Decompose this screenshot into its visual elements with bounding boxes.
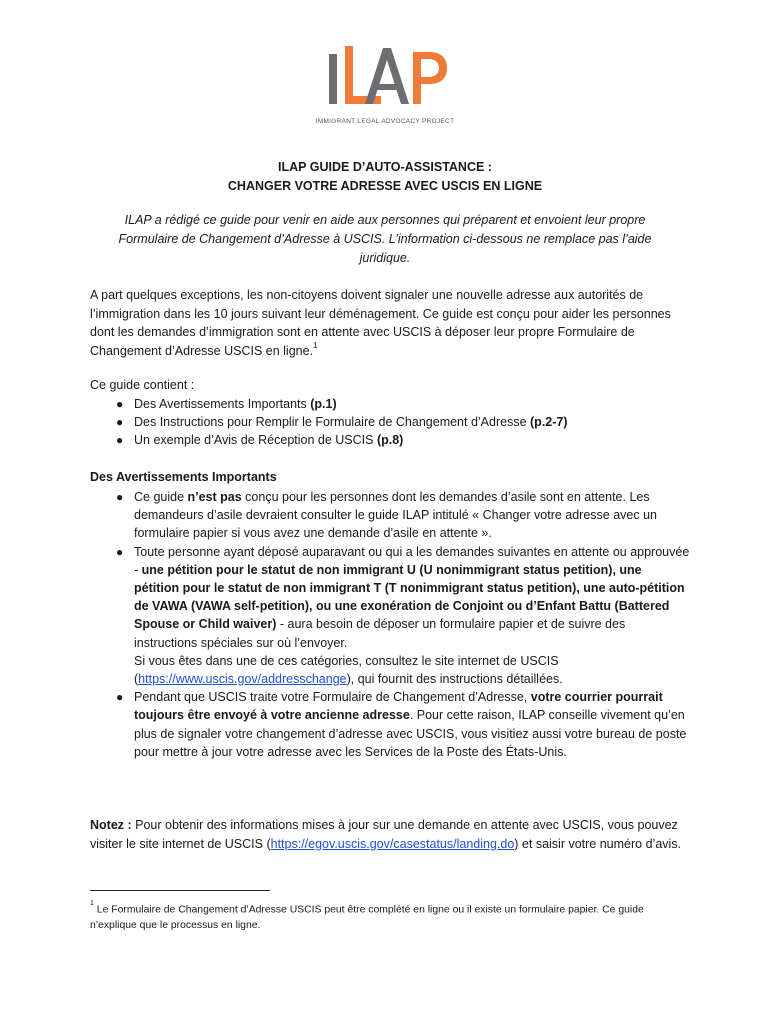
warning-item: ● Toute personne ayant déposé auparavant ou qui a les demandes suivantes en attente ou approuvée - une pétition pour le statut de non immigrant U (U nonimmigrant status petition), une pétition pour le statut de non immigrant T (T nonimmigrant status petition), une auto-pétition de VAWA (VAWA self-petition), ou une exonération de Conjoint ou d’Enfant Battu (Battered Spouse or Child waiver) - aura besoin de déposer un formulaire papier et de suivre des instructions spéciales sur où l’envoyer. Si vous êtes dans une de ces catégories, consultez le site internet de USCIS (https://www.uscis.gov/addresschange), qui fournit des instructions détaillées.: [116, 544, 690, 687]
title-line-2: CHANGER VOTRE ADRESSE AVEC USCIS EN LIGNE: [227, 179, 543, 193]
title-line-1: ILAP GUIDE D’AUTO-ASSISTANCE :: [278, 160, 492, 174]
logo-tagline: IMMIGRANT LEGAL ADVOCACY PROJECT: [315, 118, 455, 125]
bold-span: votre courrier pourrait toujours être envoyé à votre ancienne adresse: [134, 690, 663, 723]
case-status-link[interactable]: https://egov.uscis.gov/casestatus/landing.do: [270, 836, 515, 851]
text-span: ), qui fournit des instructions détaillées.: [346, 672, 563, 687]
warnings-heading: Des Avertissements Importants: [90, 470, 277, 484]
list-item-page: (p.1): [310, 397, 337, 411]
text-span: Pendant que USCIS traite votre Formulaire de Changement d’Adresse,: [134, 690, 531, 705]
list-item-text: Des Instructions pour Remplir le Formulaire de Changement d’Adresse: [134, 415, 531, 430]
warnings-list: [90, 488, 690, 761]
intro-text: ILAP a rédigé ce guide pour venir en aide aux personnes qui préparent et envoient leur propre Formulaire de Changement d’Adresse à USCIS. L’information ci-dessous ne remplace pas l’aide juridique.: [118, 213, 652, 265]
text-span: Toute personne ayant déposé auparavant ou qui a les demandes suivantes en attente ou approuvée -: [134, 544, 690, 577]
footnote-text: Le Formulaire de Changement d’Adresse USCIS peut être complété en ligne ou il existe un formulaire papier. Ce guide n’explique que le processus en ligne.: [90, 904, 644, 932]
list-item: ● Des Avertissements Importants (p.1): [116, 397, 337, 411]
text-span: ) et saisir votre numéro d’avis.: [514, 836, 682, 851]
contents-list: [90, 395, 690, 450]
footnote: [90, 899, 690, 934]
text-span: Ce guide: [134, 490, 188, 504]
footnote-ref: 1: [313, 340, 318, 350]
list-item: ● Des Instructions pour Remplir le Formulaire de Changement d’Adresse (p.2-7): [116, 415, 568, 430]
text-span: - aura besoin de déposer un formulaire papier et de suivre des instructions spéciales sur où l’envoyer.: [134, 617, 626, 650]
list-item-text: Un exemple d’Avis de Réception de USCIS: [134, 433, 377, 448]
contents-label: Ce guide contient :: [90, 378, 195, 392]
list-item-page: (p.8): [376, 433, 404, 448]
text-span: Si vous êtes dans une de ces catégories, consultez le site internet de USCIS: [134, 653, 559, 668]
ilap-logo: [305, 40, 465, 140]
list-item-text: Des Avertissements Importants: [134, 397, 311, 411]
uscis-address-change-link[interactable]: https://www.uscis.gov/addresschange: [138, 672, 347, 687]
note-paragraph: [90, 816, 690, 853]
bold-span: n’est pas: [187, 490, 242, 504]
footnote-number: 1: [90, 900, 94, 907]
warning-item: ● Ce guide n’est pas conçu pour les personnes dont les demandes d’asile sont en attente. Les demandeurs d’asile devraient consulter le guide ILAP intitulé « Changer votre adresse avec un formulaire papier si vous avez une demande d’asile en attente ».: [116, 490, 658, 541]
paragraph-intro-text: A part quelques exceptions, les non-citoyens doivent signaler une nouvelle adresse aux autorités de l’immigration dans les 10 jours suivant leur déménagement. Ce guide est conçu pour aider les personnes dont les demandes d’immigration sont en attente avec USCIS à déposer leur propre Formulaire de Changement d’Adresse USCIS en ligne.: [90, 288, 671, 358]
text-span: Pour obtenir des informations mises à jour sur une demande en attente avec USCIS, vous pouvez visiter le site internet de USCIS (: [90, 818, 678, 851]
footnote-divider: [90, 890, 270, 891]
ilap-logo-mark: [305, 40, 465, 118]
note-label: Notez :: [90, 818, 132, 832]
list-item: ● Un exemple d’Avis de Réception de USCIS (p.8): [116, 433, 404, 448]
list-item-page: (p.2-7): [530, 415, 568, 430]
text-span: (: [134, 672, 139, 687]
warning-item: ● Pendant que USCIS traite votre Formulaire de Changement d’Adresse, votre courrier pourrait toujours être envoyé à votre ancienne adresse. Pour cette raison, ILAP conseille vivement qu’en plus de signaler votre changement d’adresse avec USCIS, vous visitiez aussi votre bureau de poste pour mettre à jour votre adresse avec les Services de la Poste des États-Unis.: [116, 690, 687, 759]
bold-span: une pétition pour le statut de non immigrant U (U nonimmigrant status petition), une pétition pour le statut de non immigrant T (T nonimmigrant status petition), une auto-pétition de VAWA (VAWA self-petition), ou une exonération de Conjoint ou d’Enfant Battu (Battered Spouse or Child waiver): [134, 562, 685, 632]
paragraph-intro: [90, 286, 690, 360]
text-span: . Pour cette raison, ILAP conseille vivement qu’en plus de signaler votre changement d’adresse avec USCIS, vous visitiez aussi votre bureau de poste pour mettre à jour votre adresse avec les Services de la Poste des États-Unis.: [134, 708, 687, 759]
text-span: conçu pour les personnes dont les demandes d’asile sont en attente. Les demandeurs d’asile devraient consulter le guide ILAP intitulé « Changer votre adresse avec un formulaire papier si vous avez une demande d’asile en attente ».: [134, 490, 658, 541]
